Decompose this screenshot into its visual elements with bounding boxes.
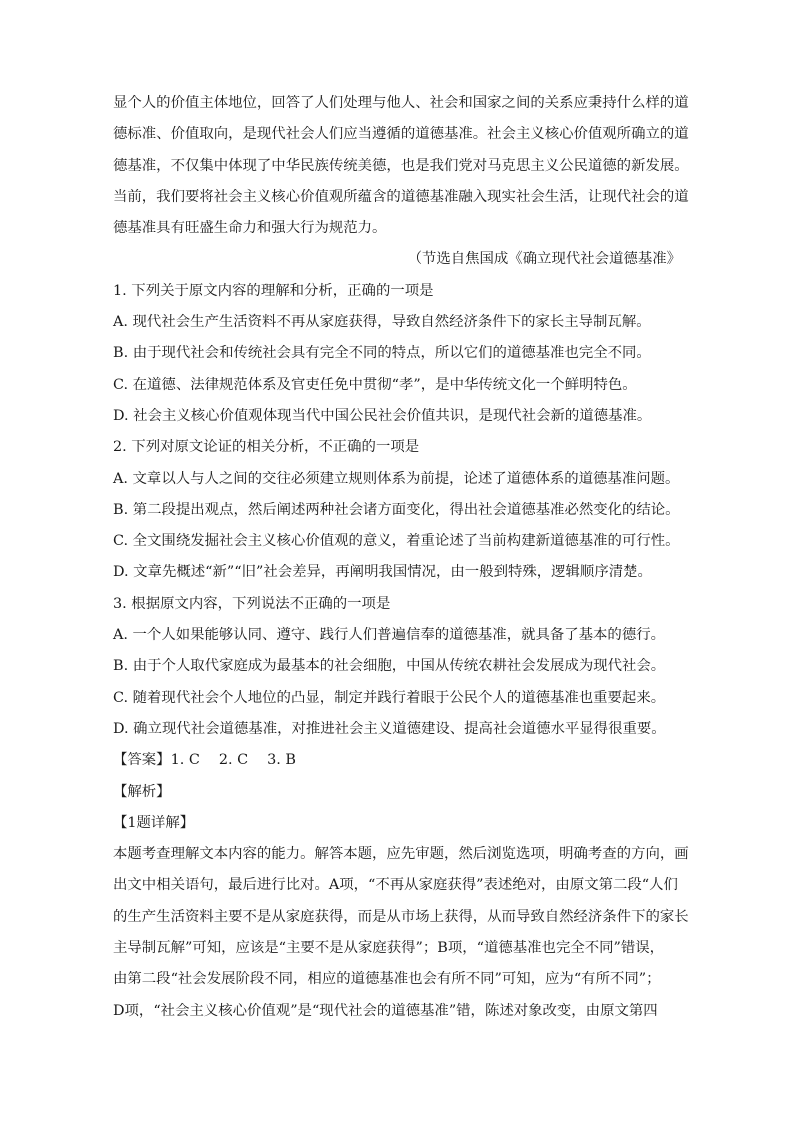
option-d: D. 文章先概述“新”“旧”社会差异，再阐明我国情况，由一般到特殊，逻辑顺序清楚。 xyxy=(113,564,652,581)
analysis-line: 本题考查理解文本内容的能力。解答本题，应先审题，然后浏览选项，明确考查的方向，画 xyxy=(113,846,689,863)
option-a: A. 文章以人与人之间的交往必须建立规则体系为前提，论述了道德体系的道德基准问题。 xyxy=(113,470,680,487)
analysis-line: 主导制瓦解”可知，应该是“主要不是从家庭获得”；B项，“道德基准也完全不同”错误， xyxy=(113,940,665,957)
option-b: B. 由于现代社会和传统社会具有完全不同的特点，所以它们的道德基准也完全不同。 xyxy=(113,345,651,362)
paragraph-line: 德基准，不仅集中体现了中华民族传统美德，也是我们党对马克思主义公民道德的新发展。 xyxy=(113,157,689,174)
question-1 xyxy=(113,276,683,432)
question-2 xyxy=(113,432,683,588)
question-stem: 2. 下列对原文论证的相关分析，不正确的一项是 xyxy=(113,439,420,456)
analysis-heading: 【解析】 xyxy=(113,783,171,800)
detail-heading: 【1题详解】 xyxy=(113,814,195,831)
option-a: A. 一个人如果能够认同、遵守、践行人们普遍信奉的道德基准，就具备了基本的德行。 xyxy=(113,627,665,644)
analysis-paragraph xyxy=(113,839,689,1027)
option-c: C. 全文围绕发掘社会主义核心价值观的意义，着重论述了当前构建新道德基准的可行性。 xyxy=(113,533,680,550)
option-b: B. 第二段提出观点，然后阐述两种社会诸方面变化，得出社会道德基准必然变化的结论。 xyxy=(113,501,680,518)
option-a: A. 现代社会生产生活资料不再从家庭获得，导致自然经济条件下的家长主导制瓦解。 xyxy=(113,314,651,331)
question-stem: 1. 下列关于原文内容的理解和分析，正确的一项是 xyxy=(113,282,434,299)
option-b: B. 由于个人取代家庭成为最基本的社会细胞，中国从传统农耕社会发展成为现代社会。 xyxy=(113,658,666,675)
analysis-line: 由第二段“社会发展阶段不同，相应的道德基准也会有所不同”可知，应为“有所不同”； xyxy=(113,971,661,988)
question-stem: 3. 根据原文内容，下列说法不正确的一项是 xyxy=(113,595,391,612)
intro-paragraph xyxy=(113,88,689,244)
option-c: C. 在道德、法律规范体系及官吏任免中贯彻“孝”，是中华传统文化一个鲜明特色。 xyxy=(113,376,637,393)
paragraph-line: 显个人的价值主体地位，回答了人们处理与他人、社会和国家之间的关系应秉持什么样的道 xyxy=(113,95,689,111)
paragraph-line: 当前，我们要将社会主义核心价值观所蕴含的道德基准融入现实社会生活，让现代社会的道 xyxy=(113,188,689,205)
analysis-line: 出文中相关语句，最后进行比对。A项，“不再从家庭获得”表述绝对，由原文第二段“人们 xyxy=(113,877,678,894)
question-3 xyxy=(113,589,683,745)
option-d: D. 确立现代社会道德基准，对推进社会主义道德建设、提高社会道德水平显得很重要。 xyxy=(113,720,666,737)
source-citation: （节选自焦国成《确立现代社会道德基准》 xyxy=(407,251,681,268)
analysis-line: 的生产生活资料主要不是从家庭获得，而是从市场上获得，从而导致自然经济条件下的家长 xyxy=(113,908,689,925)
document-page xyxy=(113,88,689,1027)
option-c: C. 随着现代社会个人地位的凸显，制定并践行着眼于公民个人的道德基准也重要起来。 xyxy=(113,689,666,706)
paragraph-line: 德基准具有旺盛生命力和强大行为规范力。 xyxy=(113,220,387,237)
paragraph-line: 德标准、价值取向，是现代社会人们应当遵循的道德基准。社会主义核心价值观所确立的道 xyxy=(113,126,689,143)
option-d: D. 社会主义核心价值观体现当代中国公民社会价值共识，是现代社会新的道德基准。 xyxy=(113,407,652,424)
answer-line: 【答案】1. C 2. C 3. B xyxy=(113,752,297,769)
analysis-line: D项，“社会主义核心价值观”是“现代社会的道德基准”错，陈述对象改变，由原文第四 xyxy=(113,1002,658,1019)
